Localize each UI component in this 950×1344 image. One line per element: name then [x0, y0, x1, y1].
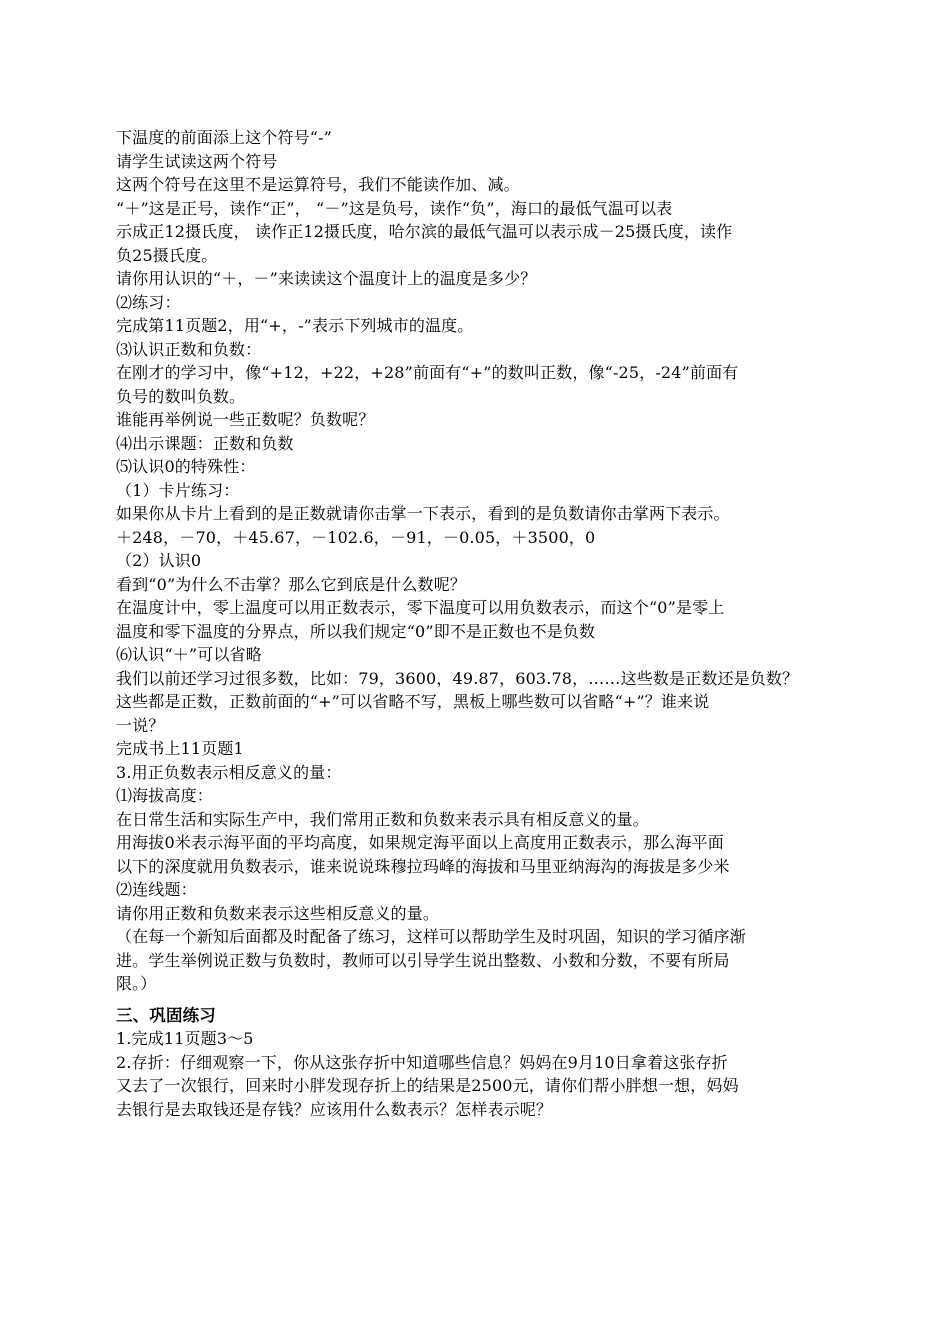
text-line: 完成第11页题2，用“+，-”表示下列城市的温度。: [116, 316, 474, 335]
text-line: 谁能再举例说一些正数呢？负数呢？: [116, 410, 375, 429]
text-line: 看到“0”为什么不击掌？那么它到底是什么数呢？: [116, 574, 466, 594]
text-line: 又去了一次银行，回来时小胖发现存折上的结果是2500元，请你们帮小胖想一想，妈妈: [116, 1076, 739, 1095]
text-line: 请你用正数和负数来表示这些相反意义的量。: [116, 903, 440, 923]
document-body: [116, 126, 848, 1121]
text-line: （在每一个新知后面都及时配备了练习，这样可以帮助学生及时巩固，知识的学习循序渐: [116, 927, 746, 946]
text-line: 负25摄氏度。: [116, 245, 218, 265]
text-line: ⑶认识正数和负数：: [116, 339, 262, 359]
text-line: 请你用认识的“＋，－”来读读这个温度计上的温度是多少？: [116, 269, 537, 288]
text-line: 请学生试读这两个符号: [116, 151, 278, 171]
text-line: （2）认识0: [116, 551, 202, 570]
text-line: 一说？: [116, 715, 165, 735]
text-line: ⑹认识“＋”可以省略: [116, 645, 262, 664]
text-line: “＋”这是正号，读作“正”， “－”这是负号，读作“负”，海口的最低气温可以表: [116, 198, 673, 218]
text-line: 在温度计中，零上温度可以用正数表示，零下温度可以用负数表示，而这个“0”是零上: [116, 598, 725, 617]
text-line: ⑸认识0的特殊性：: [116, 457, 256, 476]
text-line: 进。学生举例说正数与负数时，教师可以引导学生说出整数、小数和分数，不要有所局: [116, 950, 730, 970]
text-line: 1.完成11页题3～5: [116, 1029, 254, 1048]
text-line: 负号的数叫负数。: [116, 386, 246, 406]
text-line: 完成书上11页题1: [116, 739, 244, 758]
text-line: 温度和零下温度的分界点，所以我们规定“0”即不是正数也不是负数: [116, 621, 596, 641]
text-line: 用海拔0米表示海平面的平均高度，如果规定海平面以上高度用正数表示，那么海平面: [116, 833, 724, 852]
spacer: [116, 996, 848, 1004]
section-paragraph-block: [116, 1027, 848, 1121]
text-line: 这两个符号在这里不是运算符号，我们不能读作加、减。: [116, 175, 520, 194]
text-line: 以下的深度就用负数表示，谁来说说珠穆拉玛峰的海拔和马里亚纳海沟的海拔是多少米: [116, 856, 730, 876]
text-line: 下温度的前面添上这个符号“-”: [116, 128, 333, 147]
text-line: 限。）: [116, 974, 157, 993]
text-line: 我们以前还学习过很多数，比如：79，3600，49.87，603.78，……这些数是正数还是负数？: [116, 668, 799, 688]
text-line: 在日常生活和实际生产中，我们常用正数和负数来表示具有相反意义的量。: [116, 809, 649, 829]
text-line: 示成正12摄氏度， 读作正12摄氏度，哈尔滨的最低气温可以表示成－25摄氏度，读作: [116, 222, 733, 241]
section-heading: 三、巩固练习: [116, 1005, 216, 1025]
text-line: 如果你从卡片上看到的是正数就请你击掌一下表示，看到的是负数请你击掌两下表示。: [116, 504, 730, 523]
text-line: 这些都是正数，正数前面的“+”可以省略不写，黑板上哪些数可以省略“+”？谁来说: [116, 692, 710, 711]
text-line: 2.存折：仔细观察一下，你从这张存折中知道哪些信息？妈妈在9月10日拿着这张存折: [116, 1052, 728, 1072]
text-line: ＋248，－70，＋45.67，－102.6，－91，－0.05，＋3500，0: [116, 527, 596, 547]
text-line: 3.用正负数表示相反意义的量：: [116, 762, 342, 782]
text-line: 去银行是去取钱还是存钱？应该用什么数表示？怎样表示呢？: [116, 1099, 553, 1119]
text-line: ⑷出示课题：正数和负数: [116, 433, 294, 453]
text-line: 在刚才的学习中，像“+12，+22，+28”前面有“+”的数叫正数，像“-25，-24”前面有: [116, 363, 739, 382]
text-line: ⑴海拔高度：: [116, 786, 213, 805]
paragraph-block: [116, 126, 848, 996]
text-line: ⑵连线题：: [116, 880, 197, 899]
text-line: ⑵练习：: [116, 292, 181, 312]
text-line: （1）卡片练习：: [116, 480, 240, 500]
